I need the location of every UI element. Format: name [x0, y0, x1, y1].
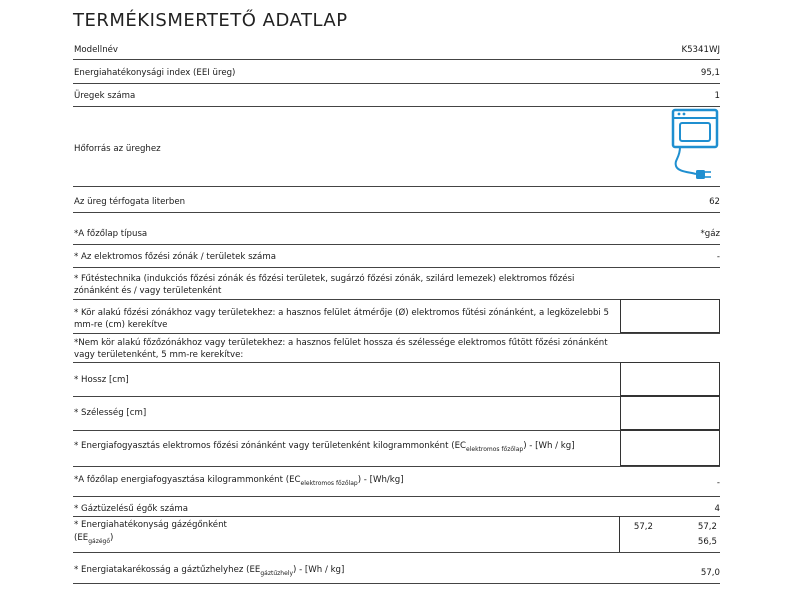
divider: [73, 466, 720, 467]
volume-value: 62: [709, 197, 720, 207]
divider: [73, 83, 720, 84]
hob-type-value: *gáz: [700, 229, 720, 239]
cavities-label: Üregek száma: [74, 91, 136, 101]
ee-burner-label: * Energiahatékonyság gázégőnként: [74, 520, 227, 530]
divider: [73, 59, 720, 60]
divider: [73, 267, 720, 268]
ec-zone-label: * Energiafogyasztás elektromos főzési zónánként vagy területenként kilogrammonként $(EC_{elektromos főzőlap}) - [Wh / kg]$: [74, 441, 575, 453]
divider: [73, 333, 720, 334]
divider: [73, 552, 720, 553]
ee-burner-value-3: 56,5: [697, 537, 717, 547]
divider: [73, 106, 720, 107]
width-label: * Szélesség [cm]: [74, 408, 147, 418]
divider: [73, 496, 720, 497]
divider: [73, 212, 720, 213]
ee-hob-label: * Energiatakarékosság a gáztűzhelyhez $(EE_{gáztűzhely}) - [Wh / kg]$: [74, 565, 345, 577]
divider: [73, 186, 720, 187]
ec-hob-label: *A főzőlap energiafogyasztása kilogrammonként $(EC_{elektromos főzőlap}) - [Wh/kg]$: [74, 475, 404, 487]
ee-burner-value-2: 57,2: [697, 522, 717, 532]
cavities-value: 1: [714, 91, 720, 101]
ec-hob-value: -: [716, 478, 720, 488]
divider: [73, 516, 720, 517]
width-value-cell: [620, 396, 720, 430]
divider: [619, 516, 620, 552]
electric-zones-value: -: [716, 252, 720, 262]
model-value: K5341WJ: [681, 45, 720, 55]
ec-zone-value-cell: [620, 430, 720, 466]
model-label: Modellnév: [74, 45, 119, 55]
nonround-zone-label: *Nem kör alakú főzőzónákhoz vagy területekhez: a hasznos felület hossza és szélessége elektromos fűtött főzési zónánként vagy területenként, 5 mm-re kerekítve:: [74, 338, 608, 360]
round-zone-label: * Kör alakú főzési zónákhoz vagy területekhez: a hasznos felület átmérője (Ø) elektromos fűtési zónánként, a legközelebbi 5 mm-re (cm) kerekítve: [74, 308, 609, 330]
round-zone-value-cell: [620, 299, 720, 333]
volume-label: Az üreg térfogata literben: [74, 197, 186, 207]
divider: [73, 583, 720, 584]
heating-tech-label: * Fűtéstechnika (indukciós főzési zónák és főzési területek, sugárzó főzési zónák, szilárd lemezek) elektromos főzési zónánként és / vagy területenként: [74, 274, 575, 296]
divider: [73, 244, 720, 245]
heat-source-label: Hőforrás az üreghez: [74, 144, 161, 154]
ee-burner-value-1: 57,2: [633, 522, 653, 532]
electric-zones-label: * Az elektromos főzési zónák / területek száma: [74, 252, 276, 262]
gas-burners-label: * Gáztüzelésű égők száma: [74, 504, 189, 514]
electric-oven-icon: [670, 108, 720, 184]
gas-burners-value: 4: [714, 504, 720, 514]
length-value-cell: [620, 362, 720, 396]
page-title: TERMÉKISMERTETŐ ADATLAP: [73, 10, 348, 31]
ee-hob-value: 57,0: [700, 568, 720, 578]
eei-label: Energiahatékonysági index (EEI üreg): [74, 68, 236, 78]
eei-value: 95,1: [700, 68, 720, 78]
length-label: * Hossz [cm]: [74, 375, 129, 385]
ee-burner-label-2: $(EE_{gázégő})$: [74, 533, 114, 545]
hob-type-label: *A főzőlap típusa: [74, 229, 148, 239]
